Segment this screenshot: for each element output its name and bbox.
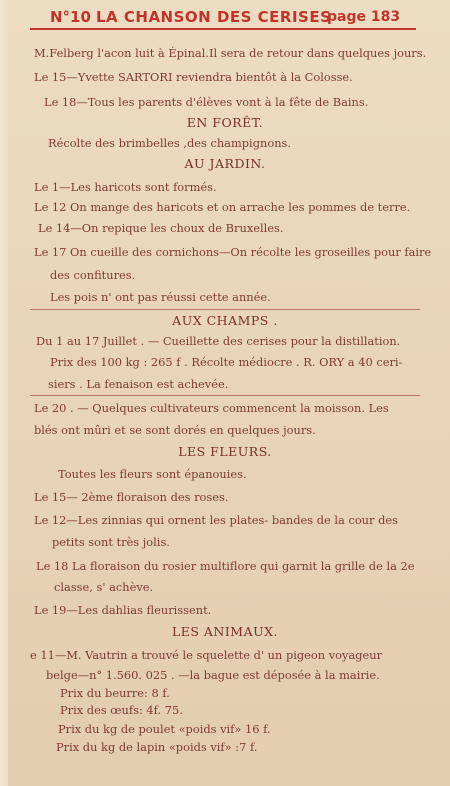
text-line: Le 12—Les zinnias qui ornent les plates- bandes de la cour des <box>34 513 398 527</box>
text-line: Le 1—Les haricots sont formés. <box>34 180 217 194</box>
text-line: blés ont mûri et se sont dorés en quelques jours. <box>34 423 316 437</box>
text-line: e 11—M. Vautrin a trouvé le squelette d' un pigeon voyageur <box>30 648 383 662</box>
section-heading-fleurs: LES FLEURS. <box>178 444 272 459</box>
text-line: M.Felberg l'acon luit à Épinal.Il sera de retour dans quelques jours. <box>34 46 427 60</box>
text-line: petits sont très jolis. <box>52 535 170 549</box>
text-line: Prix du kg de poulet «poids vif» 16 f. <box>58 722 271 736</box>
text-line: Récolte des brimbelles ,des champignons. <box>48 136 291 150</box>
text-line: Le 15—Yvette SARTORI reviendra bientôt à la Colosse. <box>34 70 353 84</box>
text-line: Le 12 On mange des haricots et on arrache les pommes de terre. <box>34 200 411 214</box>
text-line: Le 19—Les dahlias fleurissent. <box>34 603 212 617</box>
section-heading-jardin: AU JARDIN. <box>184 156 266 171</box>
section-heading-champs: AUX CHAMPS . <box>172 313 278 328</box>
section-heading-animaux: LES ANIMAUX. <box>171 624 279 639</box>
text-line: Toutes les fleurs sont épanouies. <box>58 467 247 481</box>
text-line: classe, s' achève. <box>54 580 154 594</box>
text-line: Le 17 On cueille des cornichons—On récolte les groseilles pour faire <box>34 245 432 259</box>
section-heading-foret: EN FORÊT. <box>186 115 264 130</box>
text-line: des confitures. <box>50 268 136 282</box>
section-divider <box>30 309 420 310</box>
text-line: Le 14—On repique les choux de Bruxelles. <box>38 221 284 235</box>
page-number: page 183 <box>327 9 401 25</box>
text-line: Le 20 . — Quelques cultivateurs commencent la moisson. Les <box>34 401 389 415</box>
text-line: Du 1 au 17 Juillet . — Cueillette des cerises pour la distillation. <box>36 334 401 348</box>
text-line: Le 15— 2ème floraison des roses. <box>34 490 229 504</box>
publication-title: LA CHANSON DES CERISES <box>96 8 332 26</box>
section-divider <box>30 395 420 396</box>
text-line: Prix du beurre: 8 f. <box>60 686 170 700</box>
text-line: siers . La fenaison est achevée. <box>48 377 229 391</box>
text-line: Les pois n' ont pas réussi cette année. <box>50 290 271 304</box>
issue-number: N°10 <box>50 8 91 26</box>
header-rule <box>30 28 416 30</box>
text-line: Prix du kg de lapin «poids vif» :7 f. <box>56 740 258 754</box>
text-line: Le 18 La floraison du rosier multiflore qui garnit la grille de la 2e <box>36 559 415 573</box>
page-header <box>30 8 416 28</box>
text-line: Prix des œufs: 4f. 75. <box>60 703 183 717</box>
text-line: Le 18—Tous les parents d'élèves vont à la fête de Bains. <box>44 95 369 109</box>
text-line: Prix des 100 kg : 265 f . Récolte médiocre . R. ORY a 40 ceri- <box>50 355 403 369</box>
text-line: belge—n° 1.560. 025 . —la bague est déposée à la mairie. <box>46 668 380 682</box>
